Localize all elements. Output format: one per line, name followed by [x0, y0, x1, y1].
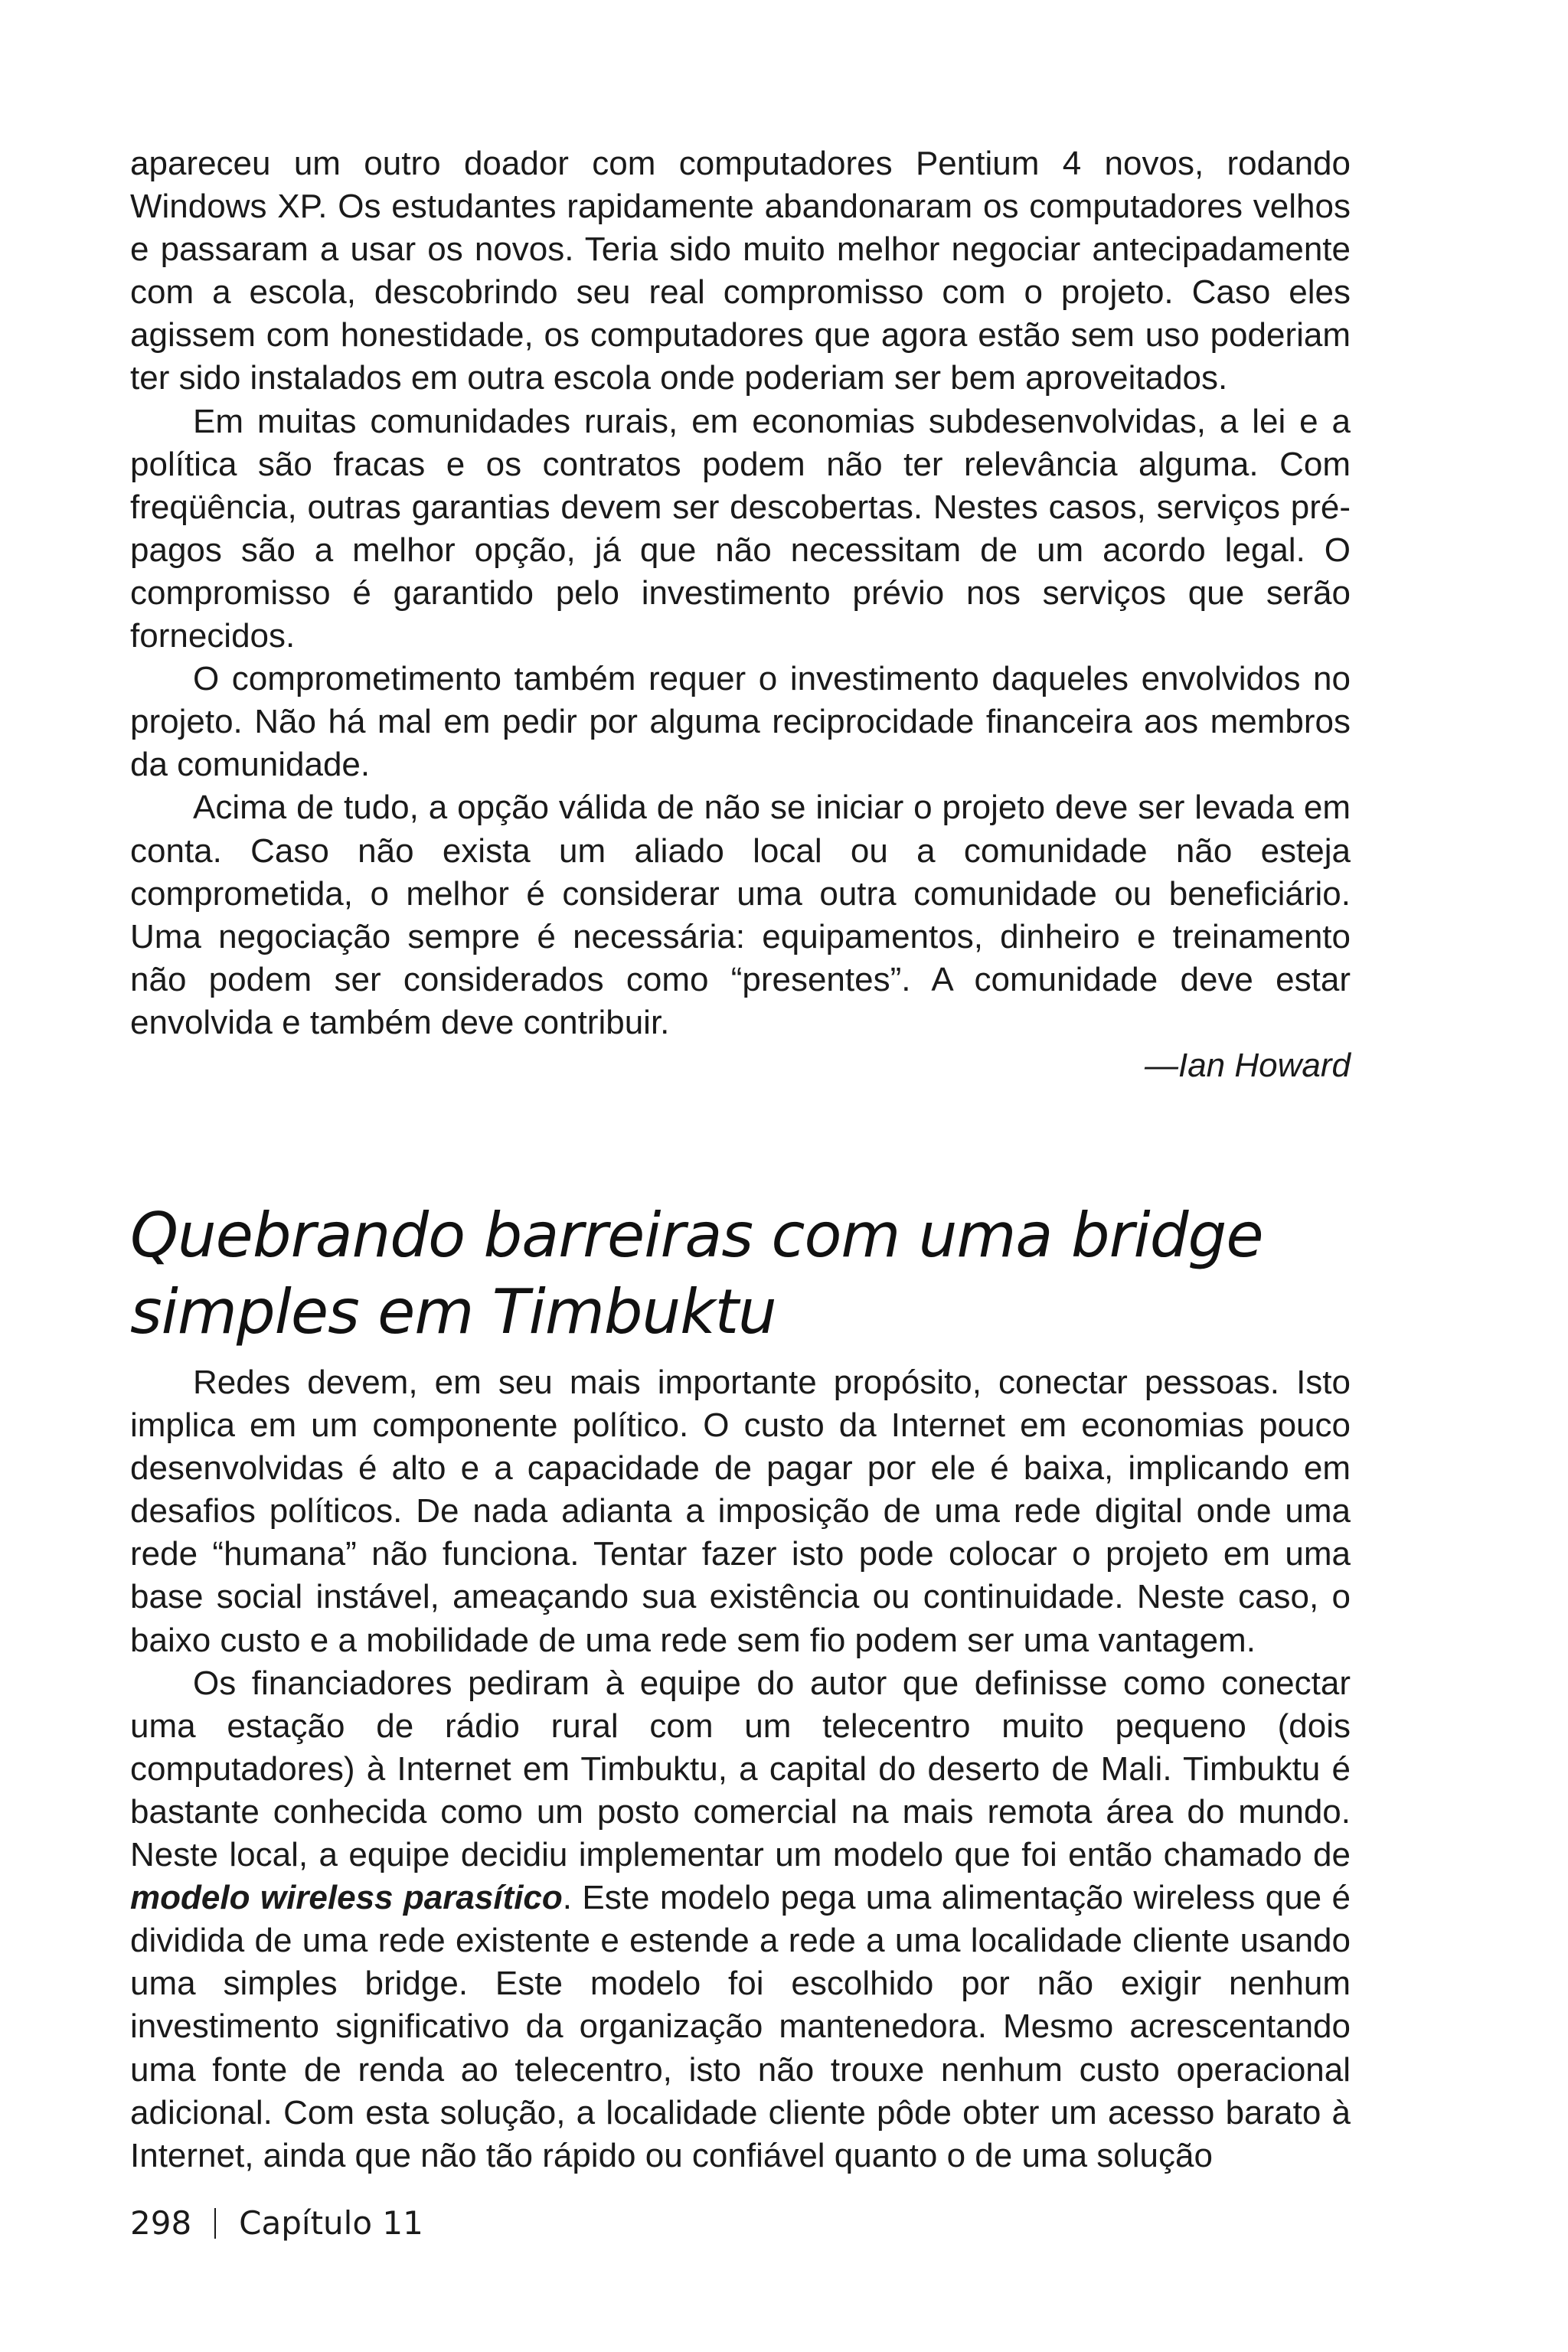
emphasis-term: modelo wireless parasítico — [130, 1879, 563, 1917]
paragraph-funders-text-after: . Este modelo pega uma alimentação wireless que é dividida de uma rede existente e estende a rede a uma localidade cliente usando uma simples bridge. Este modelo foi escolhido por não exigir nenhum investimento significativo da organização mantenedora. Mesmo acrescentando uma fonte de renda ao telecentro, isto não trouxe nenhum custo operacional adicional. Com esta solução, a localidade cliente pôde obter um acesso barato à Internet, ainda que não tão rápido ou confiável quanto o de uma solução — [130, 1879, 1351, 2174]
paragraph-networks-purpose: Redes devem, em seu mais importante propósito, conectar pessoas. Isto implica em um componente político. O custo da Internet em economias pouco desenvolvidas é alto e a capacidade de pagar por ele é baixa, implicando em desafios políticos. De nada adianta a imposição de uma rede digital onde uma rede “humana” não funciona. Tentar fazer isto pode colocar o projeto em uma base social instável, ameaçando sua existência ou continuidade. Neste caso, o baixo custo e a mobilidade de uma rede sem fio podem ser uma vantagem. — [130, 1364, 1351, 1659]
chapter-label: Capítulo 11 — [239, 2204, 423, 2242]
paragraph-rural-communities: Em muitas comunidades rurais, em economias subdesenvolvidas, a lei e a política são fracas e os contratos podem não ter relevância alguma. Com freqüência, outras garantias devem ser descobertas. Nestes casos, serviços pré-pagos são a melhor opção, já que não necessitam de um acordo legal. O compromisso é garantido pelo investimento prévio nos serviços que serão fornecidos. — [130, 402, 1351, 655]
page-footer — [130, 2202, 423, 2245]
page-number: 298 — [130, 2204, 192, 2242]
top-text-block — [130, 142, 1351, 1087]
paragraph-above-all: Acima de tudo, a opção válida de não se iniciar o projeto deve ser levada em conta. Caso não exista um aliado local ou a comunidade não esteja comprometida, o melhor é considerar uma outra comunidade ou beneficiário. Uma negociação sempre é necessária: equipamentos, dinheiro e treinamento não podem ser considerados como “presentes”. A comunidade deve estar envolvida e também deve contribuir. — [130, 789, 1351, 1041]
author-signature: —Ian Howard — [1144, 1046, 1351, 1084]
paragraph-funders — [130, 1662, 1351, 2177]
paragraph-continuation: apareceu um outro doador com computadores Pentium 4 novos, rodando Windows XP. Os estudantes rapidamente abandonaram os computadores velhos e passaram a usar os novos. Teria sido muito melhor negociar antecipadamente com a escola, descobrindo seu real compromisso com o projeto. Caso eles agissem com honestidade, os computadores que agora estão sem uso poderiam ter sido instalados em outra escola onde poderiam ser bem aproveitados. — [130, 145, 1351, 397]
paragraph-funders-text-before: Os financiadores pediram à equipe do autor que definisse como conectar uma estação de rádio rural com um telecentro muito pequeno (dois computadores) à Internet em Timbuktu, a capital do deserto de Mali. Timbuktu é bastante conhecida como um posto comercial na mais remota área do mundo. Neste local, a equipe decidiu implementar um modelo que foi então chamado de — [130, 1664, 1351, 1874]
section-body — [130, 1361, 1351, 2177]
footer-divider — [214, 2208, 216, 2239]
section-title-line-2: simples em Timbuktu — [130, 1276, 776, 1348]
section-title-line-1: Quebrando barreiras com uma bridge — [130, 1200, 1263, 1271]
section-title — [130, 1197, 1351, 1351]
paragraph-commitment: O comprometimento também requer o investimento daqueles envolvidos no projeto. Não há mal em pedir por alguma reciprocidade financeira aos membros da comunidade. — [130, 660, 1351, 784]
